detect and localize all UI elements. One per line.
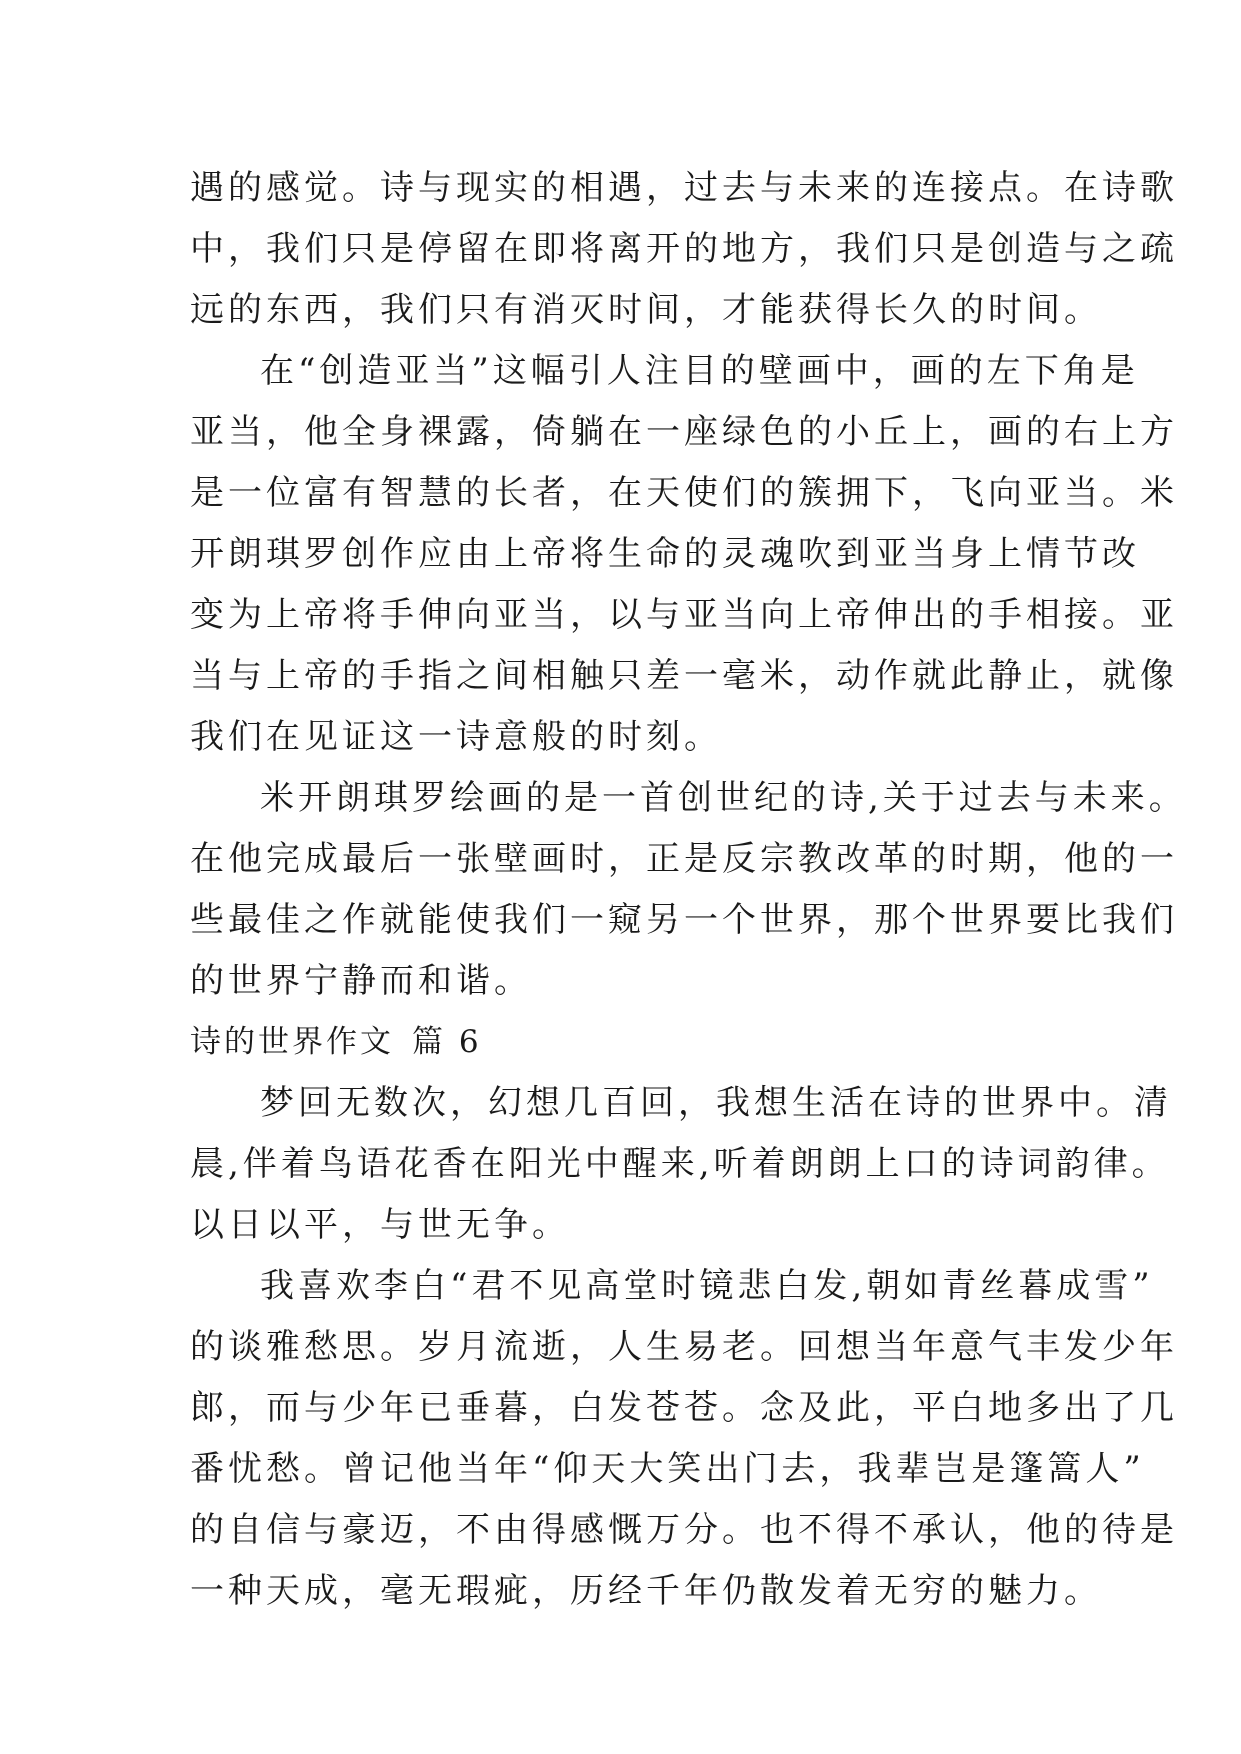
text-line: 遇的感觉。诗与现实的相遇，过去与未来的连接点。在诗歌 xyxy=(190,168,1178,208)
text-line: 亚当，他全身裸露，倚躺在一座绿色的小丘上，画的右上方 xyxy=(190,412,1178,452)
text-line: 一种天成，毫无瑕疵，历经千年仍散发着无穷的魅力。 xyxy=(190,1571,1102,1611)
text-line: 的谈雅愁思。岁月流逝，人生易老。回想当年意气丰发少年 xyxy=(190,1327,1178,1367)
section-number: 篇 6 xyxy=(412,1024,482,1060)
paragraph xyxy=(190,341,1178,768)
text-line: 米开朗琪罗绘画的是一首创世纪的诗,关于过去与未来。 xyxy=(260,778,1187,818)
section-title: 诗的世界作文 xyxy=(190,1024,394,1060)
text-line: 开朗琪罗创作应由上帝将生命的灵魂吹到亚当身上情节改 xyxy=(190,534,1140,574)
paragraph xyxy=(190,1256,1178,1622)
text-line: 些最佳之作就能使我们一窥另一个世界，那个世界要比我们 xyxy=(190,900,1178,940)
text-line: 以日以平，与世无争。 xyxy=(190,1205,570,1245)
text-line: 郎，而与少年已垂暮，白发苍苍。念及此，平白地多出了几 xyxy=(190,1388,1178,1428)
text-line: 在他完成最后一张壁画时，正是反宗教改革的时期，他的一 xyxy=(190,839,1178,879)
text-line: 变为上帝将手伸向亚当，以与亚当向上帝伸出的手相接。亚 xyxy=(190,595,1178,635)
text-line: 梦回无数次，幻想几百回，我想生活在诗的世界中。清 xyxy=(260,1083,1172,1123)
text-line: 在“创造亚当”这幅引人注目的壁画中，画的左下角是 xyxy=(260,351,1139,391)
text-line: 晨,伴着鸟语花香在阳光中醒来,听着朗朗上口的诗词韵律。 xyxy=(190,1144,1170,1184)
text-line: 当与上帝的手指之间相触只差一毫米，动作就此静止，就像 xyxy=(190,656,1178,696)
text-line: 我喜欢李白“君不见高堂时镜悲白发,朝如青丝暮成雪” xyxy=(260,1266,1154,1306)
text-line: 是一位富有智慧的长者，在天使们的簇拥下，飞向亚当。米 xyxy=(190,473,1178,513)
text-line: 远的东西，我们只有消灭时间，才能获得长久的时间。 xyxy=(190,290,1102,330)
section-heading xyxy=(190,1012,1070,1073)
paragraph xyxy=(190,158,1178,341)
paragraph xyxy=(190,768,1187,1012)
text-line: 我们在见证这一诗意般的时刻。 xyxy=(190,717,722,757)
text-line: 的自信与豪迈，不由得感慨万分。也不得不承认，他的待是 xyxy=(190,1510,1178,1550)
text-line: 中，我们只是停留在即将离开的地方，我们只是创造与之疏 xyxy=(190,229,1178,269)
document-page xyxy=(190,158,1187,1622)
text-line: 的世界宁静而和谐。 xyxy=(190,961,532,1001)
paragraph xyxy=(190,1073,1172,1256)
text-line: 番忧愁。曾记他当年“仰天大笑出门去，我辈岂是篷篙人” xyxy=(190,1449,1145,1489)
